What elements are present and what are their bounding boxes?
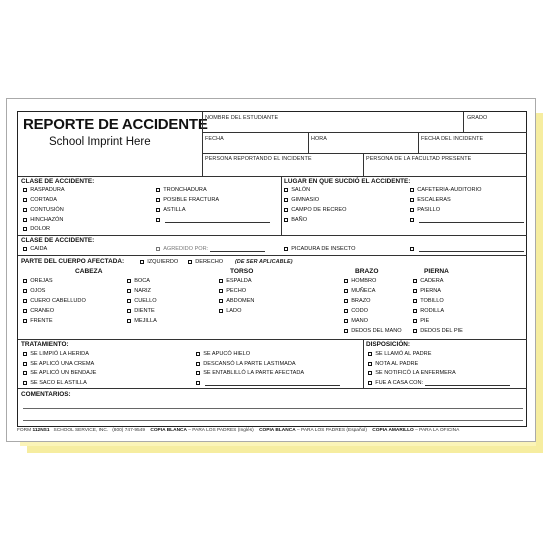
accident-type-heading: CLASE DE ACCIDENTE: — [21, 178, 95, 185]
checkbox-mano[interactable]: MANO — [344, 318, 368, 324]
checkbox-other-accident-type[interactable] — [156, 217, 270, 223]
checkbox-other-location[interactable] — [410, 217, 524, 223]
checkbox-izquierdo[interactable]: IZQUIERDO — [140, 259, 178, 265]
checkbox-boca[interactable]: BOCA — [127, 278, 150, 284]
checkbox-aplico-bendaje[interactable]: SE APLICÓ UN BENDAJE — [23, 370, 96, 376]
checkbox-aplico-hielo[interactable]: SE APUCÓ HIELO — [196, 351, 250, 357]
checkbox-tobillo[interactable]: TOBILLO — [413, 298, 444, 304]
checkbox-muneca[interactable]: MUÑECA — [344, 288, 375, 294]
checkbox-llamo-padre[interactable]: SE LLAMÓ AL PADRE — [368, 351, 431, 357]
accident-cause-heading: CLASE DE ACCIDENTE: — [21, 237, 95, 244]
checkbox-gimnasio[interactable]: GIMNASIO — [284, 197, 319, 203]
checkbox-notifico-enfermera[interactable]: SE NOTIFICÓ LA ENFERMERA — [368, 370, 456, 376]
checkbox-lado[interactable]: LADO — [219, 308, 241, 314]
comments-heading: COMENTARIOS: — [21, 391, 71, 398]
form-number: 112NS1 — [32, 428, 50, 433]
torso-heading: TORSO — [230, 268, 254, 275]
checkbox-orejas[interactable]: OREJAS — [23, 278, 53, 284]
checkbox-hinchazon[interactable]: HINCHAZÓN — [23, 217, 63, 223]
student-name-field[interactable]: NOMBRE DEL ESTUDIANTE — [205, 115, 279, 121]
checkbox-descanso-parte[interactable]: DESCANSÓ LA PARTE LASTIMADA — [196, 361, 296, 367]
checkbox-dedos-del-mano[interactable]: DEDOS DEL MANO — [344, 328, 402, 334]
checkbox-caida[interactable]: CAIDA — [23, 246, 47, 252]
checkbox-nota-padre[interactable]: NOTA AL PADRE — [368, 361, 418, 367]
checkbox-nariz[interactable]: NARIZ — [127, 288, 151, 294]
pierna-heading: PIERNA — [424, 268, 449, 275]
incident-date-field[interactable]: FECHA DEL INCIDENTE — [421, 136, 484, 142]
form-title: REPORTE DE ACCIDENTE — [23, 116, 208, 133]
checkbox-frente[interactable]: FRENTE — [23, 318, 53, 324]
location-heading: LUGAR EN QUE SUCDIÓ EL ACCIDENTE: — [284, 178, 411, 185]
checkbox-posible-fractura[interactable]: POSIBLE FRACTURA — [156, 197, 219, 203]
checkbox-limpio-herida[interactable]: SE LIMPIÓ LA HERIDA — [23, 351, 89, 357]
checkbox-codo[interactable]: CODO — [344, 308, 368, 314]
checkbox-rodilla[interactable]: RODILLA — [413, 308, 444, 314]
reporter-field[interactable]: PERSONA REPORTANDO EL INCIDENTE — [205, 156, 312, 162]
time-field[interactable]: HORA — [311, 136, 327, 142]
checkbox-agredido-por[interactable]: AGREDIDO POR: — [156, 246, 265, 252]
checkbox-craneo[interactable]: CRANEO — [23, 308, 54, 314]
brazo-heading: BRAZO — [355, 268, 379, 275]
checkbox-pierna[interactable]: PIERNA — [413, 288, 441, 294]
checkbox-cuello[interactable]: CUELLO — [127, 298, 157, 304]
checkbox-pasillo[interactable]: PASILLO — [410, 207, 440, 213]
checkbox-diente[interactable]: DIENTE — [127, 308, 155, 314]
body-part-heading: PARTE DEL CUERPO AFECTADA: — [21, 258, 125, 265]
applicable-note: (DE SER APLICABLE) — [235, 259, 293, 265]
checkbox-pie[interactable]: PIE — [413, 318, 429, 324]
checkbox-espalda[interactable]: ESPALDA — [219, 278, 252, 284]
checkbox-aplico-crema[interactable]: SE APLICÓ UNA CREMA — [23, 361, 94, 367]
treatment-heading: TRATAMIENTO: — [21, 341, 69, 348]
checkbox-pecho[interactable]: PECHO — [219, 288, 246, 294]
checkbox-escaleras[interactable]: ESCALERAS — [410, 197, 451, 203]
checkbox-picadura-de-insecto[interactable]: PICADURA DE INSECTO — [284, 246, 355, 252]
accident-report-form — [17, 111, 527, 427]
checkbox-astilla[interactable]: ASTILLA — [156, 207, 186, 213]
checkbox-cortada[interactable]: CORTADA — [23, 197, 57, 203]
checkbox-contusion[interactable]: CONTUSIÓN — [23, 207, 64, 213]
checkbox-hombro[interactable]: HOMBRO — [344, 278, 376, 284]
school-imprint: School Imprint Here — [49, 136, 151, 148]
comments-line-1[interactable] — [23, 408, 523, 409]
faculty-field[interactable]: PERSONA DE LA FACULTAD PRESENTE — [366, 156, 472, 162]
checkbox-cuero-cabelludo[interactable]: CUERO CABELLUDO — [23, 298, 86, 304]
checkbox-fue-a-casa[interactable]: FUE A CASA CON: — [368, 380, 510, 386]
checkbox-raspadura[interactable]: RASPADURA — [23, 187, 65, 193]
checkbox-salon[interactable]: SALÓN — [284, 187, 310, 193]
checkbox-cadera[interactable]: CADERA — [413, 278, 444, 284]
checkbox-saco-astilla[interactable]: SE SACO EL ASTILLA — [23, 380, 87, 386]
checkbox-brazo[interactable]: BRAZO — [344, 298, 370, 304]
checkbox-cafeteria-auditorio[interactable]: CAFETERIA-AUDITORIO — [410, 187, 481, 193]
checkbox-other-treatment[interactable] — [196, 380, 340, 386]
checkbox-derecho[interactable]: DERECHO — [188, 259, 223, 265]
checkbox-campo-de-recreo[interactable]: CAMPO DE RECREO — [284, 207, 347, 213]
checkbox-bano[interactable]: BAÑO — [284, 217, 307, 223]
grade-field[interactable]: GRADO — [467, 115, 488, 121]
checkbox-tronchadura[interactable]: TRONCHADURA — [156, 187, 207, 193]
checkbox-abdomen[interactable]: ABDOMEN — [219, 298, 254, 304]
checkbox-dolor[interactable]: DOLOR — [23, 226, 50, 232]
cabeza-heading: CABEZA — [75, 268, 103, 275]
comments-line-2[interactable] — [23, 420, 523, 421]
checkbox-mejilla[interactable]: MEJILLA — [127, 318, 157, 324]
checkbox-entablillo-parte[interactable]: SE ENTABLILLÓ LA PARTE AFECTADA — [196, 370, 304, 376]
date-field[interactable]: FECHA — [205, 136, 224, 142]
checkbox-other-cause[interactable] — [410, 246, 524, 252]
form-footer: FORM 112NS1 SCHOOL SERVICE, INC. (800) 747-9549 COPIA BLANCA – PARA LOS PADRES (Inglés) COPIA BLANCA – PARA LOS PADRES (Español) COPIA AMARILLO – PARA LA OFICINA — [17, 428, 460, 433]
disposition-heading: DISPOSICIÓN: — [366, 341, 411, 348]
checkbox-dedos-del-pie[interactable]: DEDOS DEL PIE — [413, 328, 463, 334]
checkbox-ojos[interactable]: OJOS — [23, 288, 45, 294]
